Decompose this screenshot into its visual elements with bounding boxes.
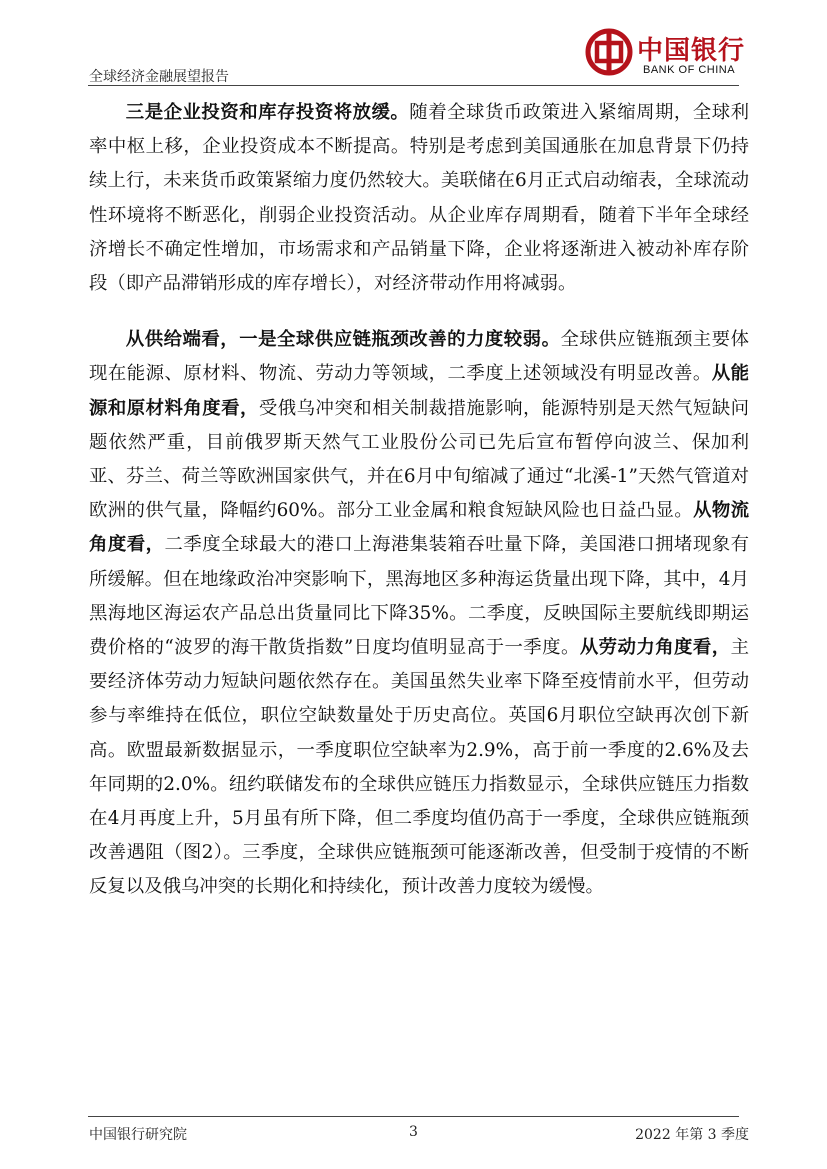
- heading-investment-slowdown: 三是企业投资和库存投资将放缓。: [125, 102, 410, 123]
- paragraph-text: 随着全球货币政策进入紧缩周期，全球利率中枢上移，企业投资成本不断提高。特别是考虑到美国通胀在加息背景下仍持续上行，未来货币政策紧缩力度仍然较大。美联储在6月正式启动缩表，全球流动性环境将不断恶化，削弱企业投资活动。从企业库存周期看，随着下半年全球经济增长不确定性增加，市场需求和产品销量下降，企业将逐渐进入被动补库存阶段（即产品滞销形成的库存增长），对经济带动作用将减弱。: [89, 102, 749, 295]
- paragraph-text: 主要经济体劳动力短缺问题依然存在。美国虽然失业率下降至疫情前水平，但劳动参与率维持在低位，职位空缺数量处于历史高位。英国6月职位空缺再次创下新高。欧盟最新数据显示，一季度职位空缺率为2.9%，高于前一季度的2.6%及去年同期的2.0%。纽约联储发布的全球供应链压力指数显示，全球供应链压力指数在4月再度上升，5月虽有所下降，但二季度均值仍高于一季度，全球供应链瓶颈改善遇阻（图2）。三季度，全球供应链瓶颈可能逐渐改善，但受制于疫情的不断反复以及俄乌冲突的长期化和持续化，预计改善力度较为缓慢。: [89, 637, 749, 898]
- report-title: 全球经济金融展望报告: [89, 69, 229, 85]
- bank-of-china-emblem-icon: [585, 28, 633, 76]
- report-body: [89, 96, 749, 905]
- footer-period: 2022 年第 3 季度: [635, 1127, 749, 1143]
- paragraph-supply-chain: [89, 323, 749, 904]
- paragraph-text: 二季度全球最大的港口上海港集装箱吞吐量下降，美国港口拥堵现象有所缓解。但在地缘政治冲突影响下，黑海地区多种海运货量出现下降，其中，4月黑海地区海运农产品总出货量同比下降35%。二季度，反映国际主要航线即期运费价格的“波罗的海干散货指数”日度均值明显高于一季度。: [89, 534, 749, 659]
- heading-labor: 从劳动力角度看，: [579, 637, 731, 659]
- heading-supply-side: 从供给端看，一是全球供应链瓶颈改善的力度较弱。: [125, 329, 561, 351]
- header-divider: [88, 85, 739, 86]
- bank-logo: [585, 28, 745, 82]
- logo-chinese-name: 中国银行: [637, 36, 746, 66]
- heading-energy-materials: 从能源和原材料角度看，: [89, 363, 749, 419]
- paragraph-investment-inventory: [89, 96, 749, 301]
- paragraph-text: 全球供应链瓶颈主要体现在能源、原材料、物流、劳动力等领域，二季度上述领域没有明显改善。: [89, 329, 749, 385]
- paragraph-text: 受俄乌冲突和相关制裁措施影响，能源特别是天然气短缺问题依然严重，目前俄罗斯天然气工业股份公司已先后宣布暂停向波兰、保加利亚、芬兰、荷兰等欧洲国家供气，并在6月中旬缩减了通过“北溪-1”天然气管道对欧洲的供气量，降幅约60%。部分工业金属和粮食短缺风险也日益凸显。: [89, 397, 749, 522]
- footer-divider: [88, 1116, 739, 1117]
- logo-english-name: BANK OF CHINA: [643, 64, 736, 76]
- footer-institution: 中国银行研究院: [89, 1127, 187, 1143]
- page-number: 3: [409, 1124, 418, 1140]
- heading-logistics: 从物流角度看，: [89, 500, 749, 556]
